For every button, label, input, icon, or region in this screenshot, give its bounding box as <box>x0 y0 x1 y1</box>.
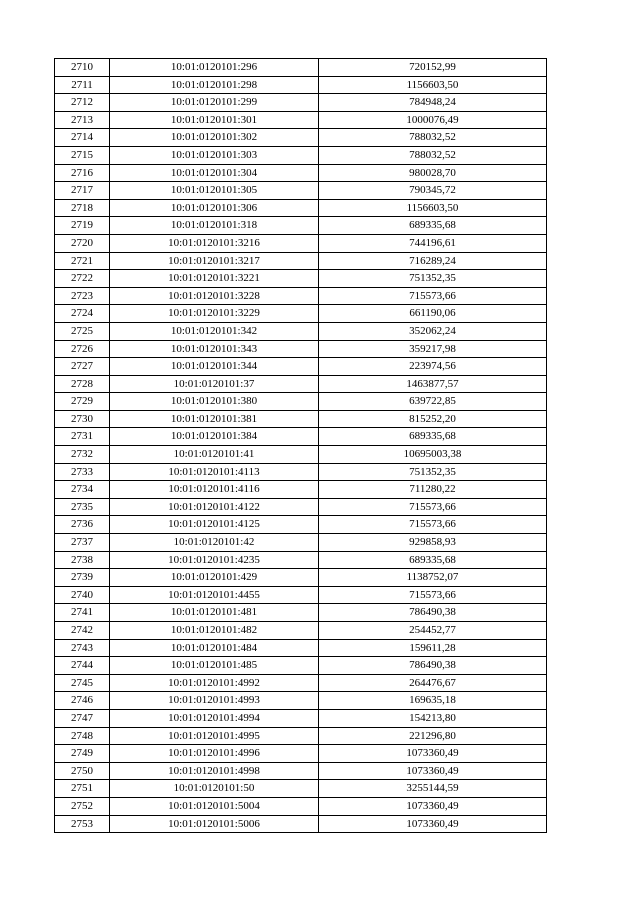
value-cell: 715573,66 <box>319 516 547 534</box>
row-number-cell: 2721 <box>55 252 110 270</box>
table-row <box>55 410 547 428</box>
cadastral-number-cell: 10:01:0120101:482 <box>110 622 319 640</box>
value-cell: 788032,52 <box>319 146 547 164</box>
value-cell: 1156603,50 <box>319 76 547 94</box>
table-row <box>55 182 547 200</box>
cadastral-number-cell: 10:01:0120101:296 <box>110 59 319 77</box>
cadastral-number-cell: 10:01:0120101:481 <box>110 604 319 622</box>
value-cell: 221296,80 <box>319 727 547 745</box>
cadastral-number-cell: 10:01:0120101:298 <box>110 76 319 94</box>
value-cell: 715573,66 <box>319 287 547 305</box>
cadastral-number-cell: 10:01:0120101:50 <box>110 780 319 798</box>
value-cell: 1073360,49 <box>319 797 547 815</box>
value-cell: 786490,38 <box>319 604 547 622</box>
row-number-cell: 2712 <box>55 94 110 112</box>
value-cell: 716289,24 <box>319 252 547 270</box>
value-cell: 254452,77 <box>319 622 547 640</box>
cadastral-number-cell: 10:01:0120101:3228 <box>110 287 319 305</box>
row-number-cell: 2713 <box>55 111 110 129</box>
table-row <box>55 446 547 464</box>
value-cell: 10695003,38 <box>319 446 547 464</box>
table-row <box>55 322 547 340</box>
cadastral-number-cell: 10:01:0120101:343 <box>110 340 319 358</box>
document-page <box>54 58 546 833</box>
row-number-cell: 2736 <box>55 516 110 534</box>
row-number-cell: 2751 <box>55 780 110 798</box>
row-number-cell: 2719 <box>55 217 110 235</box>
row-number-cell: 2733 <box>55 463 110 481</box>
cadastral-value-table <box>54 58 547 833</box>
cadastral-number-cell: 10:01:0120101:303 <box>110 146 319 164</box>
table-row <box>55 674 547 692</box>
value-cell: 639722,85 <box>319 393 547 411</box>
cadastral-number-cell: 10:01:0120101:304 <box>110 164 319 182</box>
cadastral-number-cell: 10:01:0120101:37 <box>110 375 319 393</box>
row-number-cell: 2741 <box>55 604 110 622</box>
value-cell: 1000076,49 <box>319 111 547 129</box>
value-cell: 159611,28 <box>319 639 547 657</box>
value-cell: 661190,06 <box>319 305 547 323</box>
value-cell: 790345,72 <box>319 182 547 200</box>
cadastral-number-cell: 10:01:0120101:4993 <box>110 692 319 710</box>
table-row <box>55 287 547 305</box>
row-number-cell: 2724 <box>55 305 110 323</box>
row-number-cell: 2734 <box>55 481 110 499</box>
cadastral-number-cell: 10:01:0120101:318 <box>110 217 319 235</box>
table-row <box>55 76 547 94</box>
row-number-cell: 2722 <box>55 270 110 288</box>
row-number-cell: 2750 <box>55 762 110 780</box>
table-row <box>55 129 547 147</box>
table-row <box>55 551 547 569</box>
table-row <box>55 481 547 499</box>
table-row <box>55 498 547 516</box>
table-row <box>55 94 547 112</box>
table-row <box>55 340 547 358</box>
cadastral-number-cell: 10:01:0120101:484 <box>110 639 319 657</box>
cadastral-number-cell: 10:01:0120101:4113 <box>110 463 319 481</box>
value-cell: 980028,70 <box>319 164 547 182</box>
cadastral-number-cell: 10:01:0120101:4995 <box>110 727 319 745</box>
table-row <box>55 164 547 182</box>
table-row <box>55 428 547 446</box>
value-cell: 352062,24 <box>319 322 547 340</box>
value-cell: 1073360,49 <box>319 815 547 833</box>
cadastral-number-cell: 10:01:0120101:4996 <box>110 745 319 763</box>
table-row <box>55 815 547 833</box>
value-cell: 1073360,49 <box>319 745 547 763</box>
value-cell: 744196,61 <box>319 234 547 252</box>
table-row <box>55 604 547 622</box>
value-cell: 1138752,07 <box>319 569 547 587</box>
cadastral-number-cell: 10:01:0120101:299 <box>110 94 319 112</box>
table-row <box>55 622 547 640</box>
row-number-cell: 2715 <box>55 146 110 164</box>
cadastral-number-cell: 10:01:0120101:380 <box>110 393 319 411</box>
row-number-cell: 2753 <box>55 815 110 833</box>
row-number-cell: 2746 <box>55 692 110 710</box>
table-row <box>55 762 547 780</box>
value-cell: 689335,68 <box>319 551 547 569</box>
table-row <box>55 270 547 288</box>
value-cell: 223974,56 <box>319 358 547 376</box>
table-row <box>55 516 547 534</box>
cadastral-number-cell: 10:01:0120101:4116 <box>110 481 319 499</box>
value-cell: 788032,52 <box>319 129 547 147</box>
cadastral-number-cell: 10:01:0120101:5004 <box>110 797 319 815</box>
cadastral-number-cell: 10:01:0120101:4455 <box>110 586 319 604</box>
cadastral-number-cell: 10:01:0120101:384 <box>110 428 319 446</box>
value-cell: 154213,80 <box>319 709 547 727</box>
cadastral-number-cell: 10:01:0120101:4994 <box>110 709 319 727</box>
value-cell: 689335,68 <box>319 217 547 235</box>
table-row <box>55 657 547 675</box>
cadastral-number-cell: 10:01:0120101:4992 <box>110 674 319 692</box>
row-number-cell: 2737 <box>55 534 110 552</box>
cadastral-number-cell: 10:01:0120101:305 <box>110 182 319 200</box>
cadastral-number-cell: 10:01:0120101:302 <box>110 129 319 147</box>
value-cell: 751352,35 <box>319 270 547 288</box>
row-number-cell: 2749 <box>55 745 110 763</box>
table-row <box>55 217 547 235</box>
table-row <box>55 745 547 763</box>
table-row <box>55 639 547 657</box>
value-cell: 786490,38 <box>319 657 547 675</box>
table-row <box>55 252 547 270</box>
cadastral-number-cell: 10:01:0120101:306 <box>110 199 319 217</box>
value-cell: 689335,68 <box>319 428 547 446</box>
row-number-cell: 2748 <box>55 727 110 745</box>
table-row <box>55 199 547 217</box>
cadastral-number-cell: 10:01:0120101:5006 <box>110 815 319 833</box>
table-row <box>55 709 547 727</box>
row-number-cell: 2747 <box>55 709 110 727</box>
row-number-cell: 2744 <box>55 657 110 675</box>
cadastral-number-cell: 10:01:0120101:342 <box>110 322 319 340</box>
table-row <box>55 797 547 815</box>
value-cell: 929858,93 <box>319 534 547 552</box>
row-number-cell: 2731 <box>55 428 110 446</box>
cadastral-number-cell: 10:01:0120101:485 <box>110 657 319 675</box>
cadastral-number-cell: 10:01:0120101:3229 <box>110 305 319 323</box>
value-cell: 359217,98 <box>319 340 547 358</box>
table-row <box>55 727 547 745</box>
cadastral-number-cell: 10:01:0120101:3217 <box>110 252 319 270</box>
table-body <box>55 59 547 833</box>
value-cell: 815252,20 <box>319 410 547 428</box>
table-row <box>55 305 547 323</box>
value-cell: 711280,22 <box>319 481 547 499</box>
table-row <box>55 534 547 552</box>
row-number-cell: 2739 <box>55 569 110 587</box>
row-number-cell: 2735 <box>55 498 110 516</box>
cadastral-number-cell: 10:01:0120101:4235 <box>110 551 319 569</box>
value-cell: 784948,24 <box>319 94 547 112</box>
row-number-cell: 2717 <box>55 182 110 200</box>
row-number-cell: 2752 <box>55 797 110 815</box>
row-number-cell: 2710 <box>55 59 110 77</box>
table-row <box>55 463 547 481</box>
value-cell: 264476,67 <box>319 674 547 692</box>
table-row <box>55 59 547 77</box>
table-row <box>55 569 547 587</box>
value-cell: 1156603,50 <box>319 199 547 217</box>
cadastral-number-cell: 10:01:0120101:301 <box>110 111 319 129</box>
table-row <box>55 146 547 164</box>
row-number-cell: 2718 <box>55 199 110 217</box>
row-number-cell: 2743 <box>55 639 110 657</box>
value-cell: 1463877,57 <box>319 375 547 393</box>
value-cell: 751352,35 <box>319 463 547 481</box>
value-cell: 720152,99 <box>319 59 547 77</box>
table-row <box>55 586 547 604</box>
row-number-cell: 2745 <box>55 674 110 692</box>
row-number-cell: 2711 <box>55 76 110 94</box>
cadastral-number-cell: 10:01:0120101:4122 <box>110 498 319 516</box>
value-cell: 3255144,59 <box>319 780 547 798</box>
cadastral-number-cell: 10:01:0120101:4998 <box>110 762 319 780</box>
value-cell: 1073360,49 <box>319 762 547 780</box>
cadastral-number-cell: 10:01:0120101:3216 <box>110 234 319 252</box>
table-row <box>55 358 547 376</box>
cadastral-number-cell: 10:01:0120101:429 <box>110 569 319 587</box>
cadastral-number-cell: 10:01:0120101:41 <box>110 446 319 464</box>
row-number-cell: 2728 <box>55 375 110 393</box>
cadastral-number-cell: 10:01:0120101:344 <box>110 358 319 376</box>
cadastral-number-cell: 10:01:0120101:42 <box>110 534 319 552</box>
table-row <box>55 375 547 393</box>
row-number-cell: 2714 <box>55 129 110 147</box>
value-cell: 715573,66 <box>319 498 547 516</box>
row-number-cell: 2729 <box>55 393 110 411</box>
value-cell: 169635,18 <box>319 692 547 710</box>
table-row <box>55 234 547 252</box>
row-number-cell: 2727 <box>55 358 110 376</box>
row-number-cell: 2723 <box>55 287 110 305</box>
row-number-cell: 2725 <box>55 322 110 340</box>
table-row <box>55 780 547 798</box>
row-number-cell: 2742 <box>55 622 110 640</box>
value-cell: 715573,66 <box>319 586 547 604</box>
row-number-cell: 2720 <box>55 234 110 252</box>
cadastral-number-cell: 10:01:0120101:4125 <box>110 516 319 534</box>
table-row <box>55 393 547 411</box>
cadastral-number-cell: 10:01:0120101:381 <box>110 410 319 428</box>
row-number-cell: 2716 <box>55 164 110 182</box>
cadastral-number-cell: 10:01:0120101:3221 <box>110 270 319 288</box>
table-row <box>55 111 547 129</box>
row-number-cell: 2740 <box>55 586 110 604</box>
row-number-cell: 2738 <box>55 551 110 569</box>
row-number-cell: 2726 <box>55 340 110 358</box>
row-number-cell: 2732 <box>55 446 110 464</box>
row-number-cell: 2730 <box>55 410 110 428</box>
table-row <box>55 692 547 710</box>
